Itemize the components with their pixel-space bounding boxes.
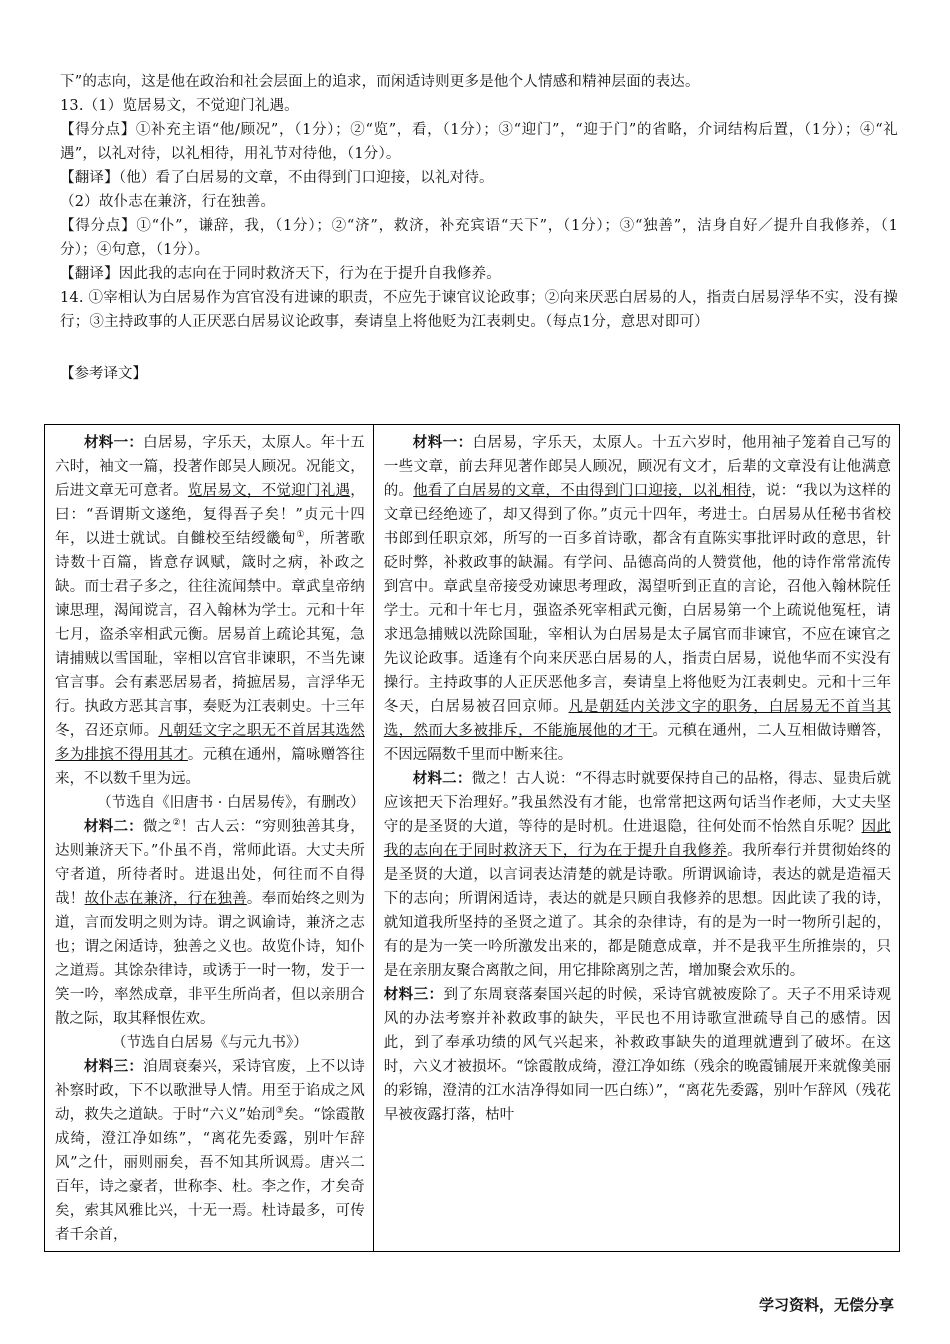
left-material-1: 材料一：白居易，字乐天，太原人。年十五六时，袖文一篇，投著作郎吴人顾况。况能文，后进文章无可意者。览居易文，不觉迎门礼遇，曰：“吾谓斯文遂绝，复得吾子矣！”贞元十四年，以进士就试。自雠校至结绶畿甸①，所著歌诗数十百篇，皆意存讽赋，箴时之病，补政之缺。而士君子多之，往往流闻禁中。章武皇帝纳谏思理，渴闻谠言，召入翰林为学士。元和十年七月，盗杀宰相武元衡。居易首上疏论其冤，急请捕贼以雪国耻，宰相以宫官非谏职，不当先谏官言事。会有素恶居易者，掎摭居易，言浮华无行。执政方恶其言事，奏贬为江表刺史。十三年冬，召还京师。凡朝廷文字之职无不首居其选然多为排摈不得用其才。元稹在通州，篇咏赠答往来，不以数千里为远。 (55, 434, 365, 787)
question-13-2: （2）故仆志在兼济，行在独善。 (60, 194, 276, 210)
material-label: 材料二： (84, 818, 143, 835)
question-13-1-translation: 【翻译】（他）看了白居易的文章，不由得到门口迎接，以礼对待。 (60, 170, 494, 186)
underlined-sentence: 览居易文，不觉迎门礼遇 (187, 483, 351, 499)
footnote-marker: ③ (275, 1106, 284, 1117)
left-material-2-source: （节选自白居易《与元九书》） (111, 1035, 308, 1051)
material-label: 材料一： (84, 434, 144, 451)
question-13-1: 13.（1）览居易文，不觉迎门礼遇。 (60, 98, 299, 114)
underlined-sentence: 凡是朝廷内关涉文字的职务，白居易无不首当其选，然而大多被排斥，不能施展他的才干 (383, 699, 892, 739)
footnote-marker: ① (296, 530, 305, 541)
underlined-sentence: 因此我的志向在于同时救济天下，行为在于提升自我修养 (383, 819, 892, 859)
translation-column (373, 425, 899, 1252)
right-material-1: 材料一：白居易，字乐天，太原人。十五六岁时，他用袖子笼着自己写的一些文章，前去拜见著作郎吴人顾况，顾况有文才，后辈的文章没有让他满意的。他看了白居易的文章，不由得到门口迎接，以礼相待，说：“我以为这样的文章已经绝迹了，却又得到了你。”贞元十四年，考进士。白居易从任秘书省校书郎到任职京郊，所写的一百多首诗歌，都含有直陈实事批评时政的意思，针砭时弊，补救政事的缺漏。有学问、品德高尚的人赞赏他，他的诗作常常流传到宫中。章武皇帝接受劝谏思考理政，渴望听到正直的言论，召他入翰林院任学士。元和十年七月，强盗杀死宰相武元衡，白居易第一个上疏说他冤枉，请求迅急捕贼以洗除国耻，宰相认为白居易是太子属官而非谏官，不应在谏官之先议论政事。适逢有个向来厌恶白居易的人，指责白居易，说他华而不实没有操行。主持政事的人正厌恶他多言，奏请皇上将他贬为江表刺史。元和十三年冬天，白居易被召回京师。凡是朝廷内关涉文字的职务，白居易无不首当其选，然而大多被排斥，不能施展他的才干。元稹在通州，二人互相做诗赠答，不因远隔数千里而中断来往。 (383, 434, 892, 763)
left-material-2: 材料二：微之②！古人云：“穷则独善其身，达则兼济天下。”仆虽不肖，常师此语。大丈夫所守者道，所待者时。进退出处，何往而不自得哉！故仆志在兼济，行在独善。奉而始终之则为道，言而发明之则为诗。谓之讽谕诗，兼济之志也；谓之闲适诗，独善之义也。故览仆诗，知仆之道焉。其馀杂律诗，或诱于一时一物，发于一笑一吟，率然成章，非平生所尚者，但以亲朋合散之际，取其释恨佐欢。 (55, 818, 365, 1027)
left-material-1-source: （节选自《旧唐书 · 白居易传》，有删改） (97, 795, 365, 811)
right-material-2: 材料二：微之！古人说：“不得志时就要保持自己的品格，得志、显贵后就应该把天下治理好。”我虽然没有才能，也常常把这两句话当作老师，大丈夫坚守的是圣贤的大道，等待的是时机。仕进退隐，往何处而不怡然自乐呢？因此我的志向在于同时救济天下，行为在于提升自我修养。我所奉行并贯彻始终的是圣贤的大道，以言词表达清楚的就是诗歌。所谓讽谕诗，表达的就是造福天下的志向；所谓闲适诗，表达的就是只顾自我修养的思想。因此读了我的诗，就知道我所坚持的圣贤之道了。其余的杂律诗，有的是为一时一物所引起的，有的是为一笑一吟所激发出来的，都是随意成章，并不是我平生所推崇的，只是在亲朋友聚合离散之间，用它排除离别之苦，增加聚会欢乐的。 (383, 770, 892, 979)
answer-section (60, 70, 898, 386)
reference-translation-table (44, 424, 900, 1252)
question-14-answer: 14. ①宰相认为白居易作为宫官没有进谏的职责，不应先于谏官议论政事；②向来厌恶白居易的人，指责白居易浮华不实，没有操行；③主持政事的人正厌恶白居易议论政事，奏请皇上将他贬为江表刺史。（每点1分，意思对即可） (60, 290, 898, 330)
left-material-3: 材料三：洎周衰秦兴，采诗官废，上不以诗补察时政，下不以歌泄导人情。用至于谄成之风动，救失之道缺。于时“六义”始刓③矣。“馀霞散成绮，澄江净如练”，“离花先委露，别叶乍辞风”之什，丽则丽矣，吾不知其所讽焉。唐兴二百年，诗之豪者，世称李、杜。李之作，才矣奇矣，索其风雅比兴，十无一焉。杜诗最多，可传者千余首， (55, 1058, 365, 1243)
question-13-2-translation: 【翻译】因此我的志向在于同时救济天下，行为在于提升自我修养。 (60, 266, 501, 282)
underlined-sentence: 凡朝廷文字之职无不首居其选然多为排摈不得用其才 (55, 723, 365, 763)
original-text-column (45, 425, 374, 1252)
material-label: 材料三： (383, 986, 444, 1003)
question-13-1-points: 【得分点】①补充主语“他/顾况”，（1分）；②“览”，看，（1分）；③“迎门”，“迎于门”的省略，介词结构后置，（1分）；④“礼遇”，以礼对待，以礼相待，用礼节对待他，（1分）。 (60, 122, 898, 162)
material-label: 材料二： (412, 770, 472, 787)
answer-line-0: 下”的志向，这是他在政治和社会层面上的追求，而闲适诗则更多是他个人情感和精神层面的表达。 (60, 74, 700, 90)
right-material-3: 材料三：到了东周衰落秦国兴起的时候，采诗官就被废除了。天子不用采诗观风的办法考察并补救政事的缺失，平民也不用诗歌宣泄疏导自己的感情。因此，到了奉承功绩的风气兴起来，补救政事缺失的道理就遭到了破坏。在这时，六义才被损坏。“馀霞散成绮，澄江净如练（残余的晚霞铺展开来就像美丽的彩锦，澄清的江水洁净得如同一匹白练）”，“离花先委露，别叶乍辞风（残花早被夜露打落，枯叶 (383, 986, 892, 1123)
underlined-sentence: 他看了白居易的文章，不由得到门口迎接，以礼相待 (413, 483, 752, 499)
material-label: 材料一： (412, 434, 473, 451)
question-13-2-points: 【得分点】①“仆”，谦辞，我，（1分）；②“济”，救济，补充宾语“天下”，（1分）；③“独善”，洁身自好／提升自我修养，（1分）；④句意，（1分）。 (60, 218, 898, 258)
footnote-marker: ② (172, 818, 181, 829)
reference-translation-title: 【参考译文】 (60, 366, 147, 382)
material-label: 材料三： (84, 1058, 144, 1075)
underlined-sentence: 故仆志在兼济，行在独善 (84, 891, 247, 907)
footer-note: 学习资料，无偿分享 (758, 1296, 894, 1314)
